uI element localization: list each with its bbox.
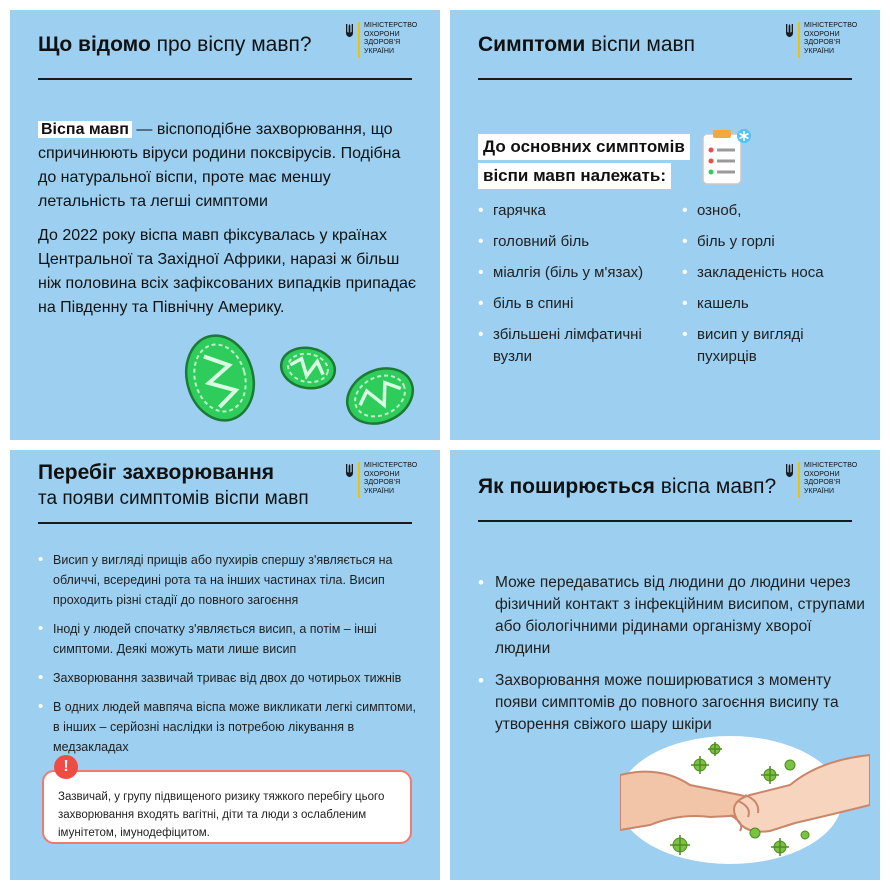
list-item: • Іноді у людей спочатку з'являється висип, а потім – інші симптоми. Деякі можуть мати лише висип [38, 619, 418, 659]
list-item: • міалгія (біль у м'язах) [478, 262, 668, 284]
list-item: • кашель [682, 293, 862, 315]
list-item: • головний біль [478, 231, 668, 253]
handshake-illustration [620, 735, 870, 875]
list-item: • Може передаватись від людини до людини через фізичний контакт з інфекційним висипом, струпами або біологічними рідинами організму хворої людини [478, 572, 868, 660]
ministry-logo [785, 22, 858, 58]
ministry-accent-bar [358, 22, 360, 58]
symptoms-list-right [682, 200, 862, 377]
virus-icon [180, 330, 263, 428]
ministry-name: МІНІСТЕРСТВО ОХОРОНИ ЗДОРОВ'Я УКРАЇНИ [804, 462, 858, 495]
trident-icon [345, 24, 354, 38]
symptoms-heading: До основних симптомів віспи мавп належать: [478, 134, 690, 192]
panel-what-is-known [10, 10, 440, 440]
list-item: • гарячка [478, 200, 668, 222]
ministry-accent-bar [358, 462, 360, 498]
list-item: • біль в спині [478, 293, 668, 315]
virus-icon [338, 358, 422, 430]
panel-subtitle: та появи симптомів віспи мавп [38, 488, 309, 509]
list-item: • озноб, [682, 200, 862, 222]
divider [478, 520, 852, 522]
list-item: • збільшені лімфатичні вузли [478, 324, 668, 368]
transmission-list [478, 572, 868, 746]
trident-icon [785, 464, 794, 478]
course-list [38, 550, 418, 766]
panel-symptoms [450, 10, 880, 440]
trident-icon [345, 464, 354, 478]
ministry-logo [785, 462, 858, 498]
panel-title: Перебіг захворювання [38, 461, 275, 484]
list-item: • закладеність носа [682, 262, 862, 284]
list-item: • В одних людей мавпяча віспа може викликати легкі симптоми, в інших – серйозні наслідки із потребою лікування в медзакладах [38, 697, 418, 757]
clipboard-icon [700, 126, 752, 188]
divider [478, 78, 852, 80]
divider [38, 522, 412, 524]
intro-text: Віспа мавп — віспоподібне захворювання, що спричинюють віруси родини поксвірусів. Подібна до натуральної віспи, проте має меншу летальність та легші симптоми До 2022 року віспа мавп фіксувалась у країнах Центральної та Західної Африки, наразі ж більш ніж половина всіх зафіксованих випадків припадає на Південну та Північну Америку. [38, 121, 417, 316]
panel-title: Симптоми віспи мавп [478, 33, 696, 56]
list-item: • Захворювання може поширюватися з моменту появи симптомів до повного загоєння висипу та утворення свіжого шару шкіри [478, 670, 868, 736]
ministry-accent-bar [798, 22, 800, 58]
panel-title: Як поширюється віспа мавп? [478, 475, 777, 498]
list-item: • Захворювання зазвичай триває від двох до чотирьох тижнів [38, 668, 418, 688]
ministry-logo [345, 462, 418, 498]
list-item: • біль у горлі [682, 231, 862, 253]
ministry-accent-bar [798, 462, 800, 498]
trident-icon [785, 24, 794, 38]
list-item: • висип у вигляді пухирців [682, 324, 862, 368]
panel-transmission [450, 450, 880, 880]
warning-icon: ! [54, 755, 78, 779]
panel-title: Що відомо про віспу мавп? [38, 33, 312, 56]
list-item: • Висип у вигляді прищів або пухирів спершу з'являється на обличчі, всередині рота та на інших частинах тіла. Висип проходить різні стадії до повного загоєння [38, 550, 418, 610]
ministry-logo [345, 22, 418, 58]
ministry-name: МІНІСТЕРСТВО ОХОРОНИ ЗДОРОВ'Я УКРАЇНИ [364, 22, 418, 55]
panel-disease-course [10, 450, 440, 880]
ministry-name: МІНІСТЕРСТВО ОХОРОНИ ЗДОРОВ'Я УКРАЇНИ [364, 462, 418, 495]
symptoms-list-left [478, 200, 668, 377]
virus-illustration [180, 330, 430, 430]
risk-alert: Зазвичай, у групу підвищеного ризику тяжкого перебігу цього захворювання входять вагітні, діти та люди з ослабленим імунітетом, імунодефіцитом. [42, 770, 412, 844]
divider [38, 78, 412, 80]
term-highlight: Віспа мавп [38, 121, 132, 138]
virus-icon [278, 344, 338, 393]
ministry-name: МІНІСТЕРСТВО ОХОРОНИ ЗДОРОВ'Я УКРАЇНИ [804, 22, 858, 55]
